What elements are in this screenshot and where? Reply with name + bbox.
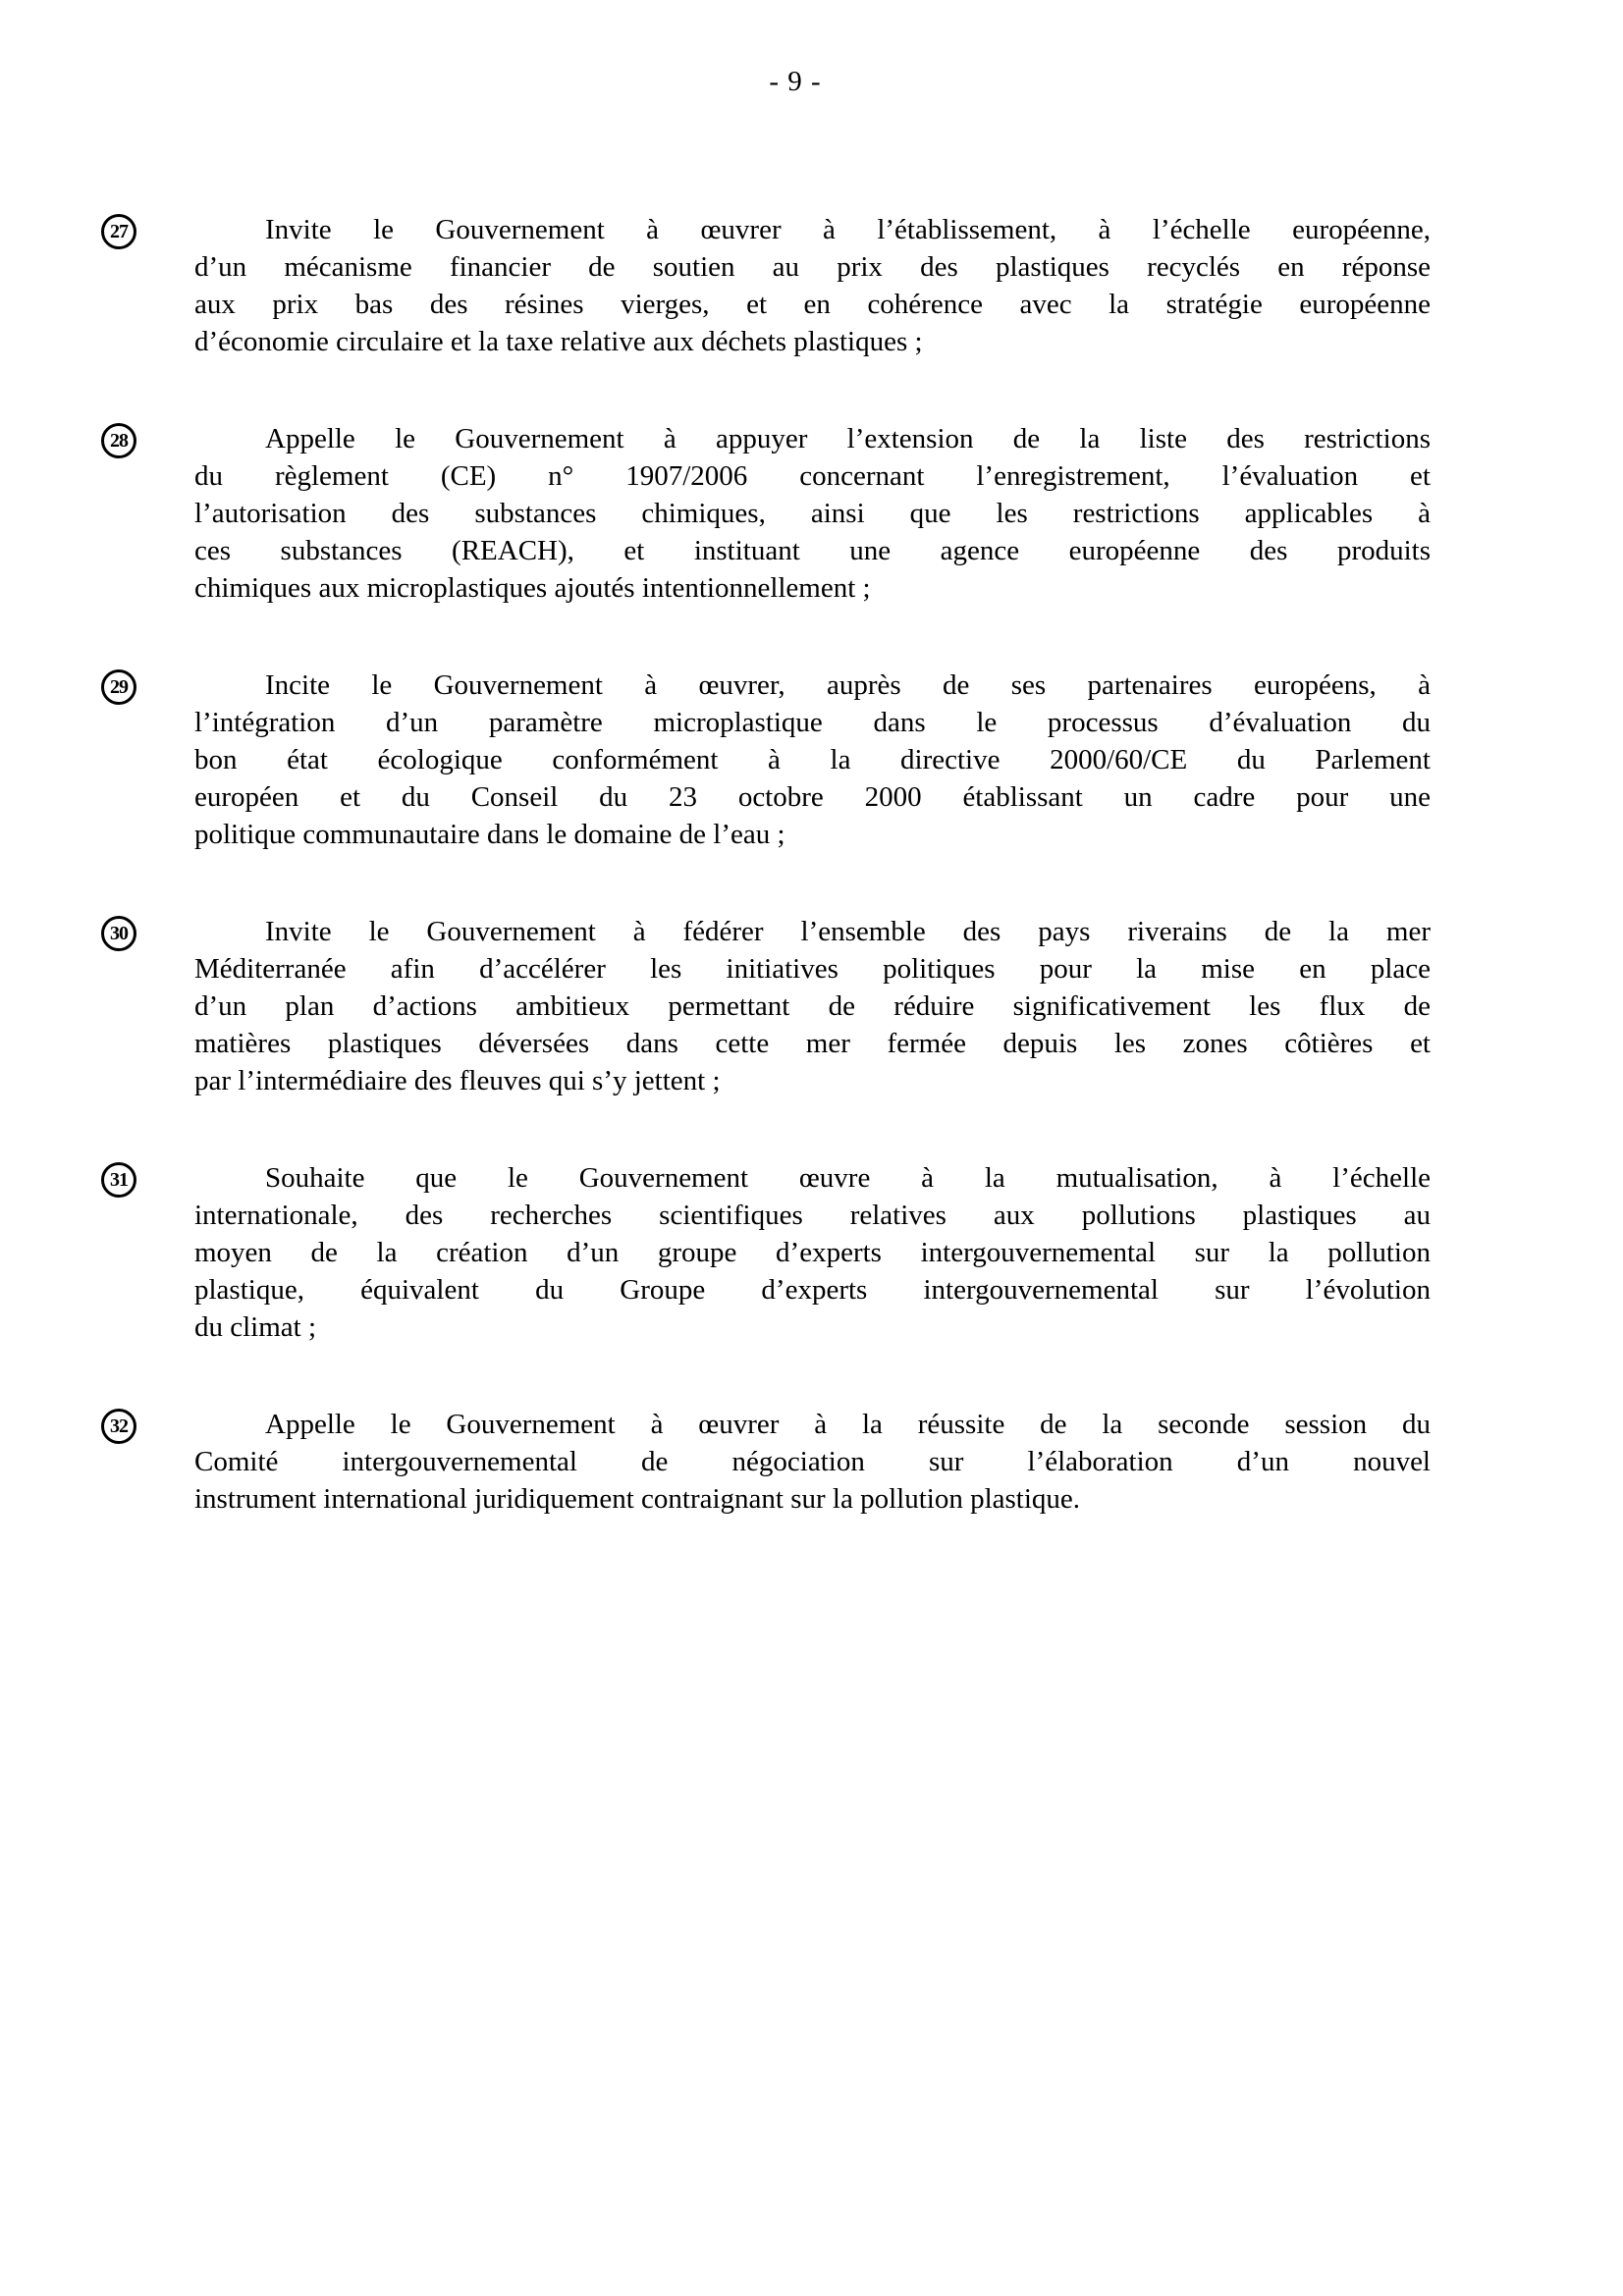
paragraph-line: d’un plan d’actions ambitieux permettant de réduire significativement les flux de [194, 990, 1431, 1022]
paragraph-30-text [194, 913, 1431, 1099]
paragraph-line: Invite le Gouvernement à fédérer l’ensemble des pays riverains de la mer [265, 916, 1431, 947]
paragraph-27-marker: 27 [101, 214, 136, 249]
paragraph-line: instrument international juridiquement contraignant sur la pollution plastique. [194, 1483, 1081, 1515]
paragraph-line: aux prix bas des résines vierges, et en cohérence avec la stratégie européenne [194, 289, 1431, 320]
paragraph-29-text [194, 667, 1431, 853]
paragraph-line: d’économie circulaire et la taxe relative aux déchets plastiques ; [194, 326, 923, 357]
paragraph-28-marker: 28 [101, 423, 136, 458]
paragraph-27 [101, 211, 1431, 360]
paragraph-line: ces substances (REACH), et instituant une agence européenne des produits [194, 535, 1431, 566]
page-number: - 9 - [769, 66, 822, 97]
paragraph-line: d’un mécanisme financier de soutien au prix des plastiques recyclés en réponse [194, 251, 1431, 283]
paragraph-line: du climat ; [194, 1311, 317, 1343]
paragraph-line: matières plastiques déversées dans cette mer fermée depuis les zones côtières et [194, 1028, 1431, 1059]
paragraph-line: Méditerranée afin d’accélérer les initiatives politiques pour la mise en place [194, 953, 1431, 985]
paragraph-30-marker: 30 [101, 916, 136, 951]
paragraph-line: Incite le Gouvernement à œuvrer, auprès de ses partenaires européens, à [265, 669, 1431, 701]
paragraph-line: du règlement (CE) n° 1907/2006 concernant l’enregistrement, l’évaluation et [194, 460, 1431, 492]
paragraph-line: Souhaite que le Gouvernement œuvre à la mutualisation, à l’échelle [265, 1162, 1431, 1194]
paragraph-29-marker: 29 [101, 669, 136, 705]
paragraph-line: plastique, équivalent du Groupe d’experts intergouvernemental sur l’évolution [194, 1274, 1431, 1306]
paragraph-line: Invite le Gouvernement à œuvrer à l’établissement, à l’échelle européenne, [265, 214, 1431, 245]
paragraph-line: politique communautaire dans le domaine de l’eau ; [194, 819, 785, 850]
paragraph-32 [101, 1406, 1431, 1518]
paragraph-32-text [194, 1406, 1431, 1518]
paragraph-28-text [194, 420, 1431, 607]
paragraph-31 [101, 1159, 1431, 1346]
paragraph-line: Appelle le Gouvernement à œuvrer à la réussite de la seconde session du [265, 1409, 1431, 1440]
paragraph-28 [101, 420, 1431, 607]
paragraph-line: moyen de la création d’un groupe d’experts intergouvernemental sur la pollution [194, 1237, 1431, 1268]
paragraph-line: par l’intermédiaire des fleuves qui s’y jettent ; [194, 1065, 721, 1096]
paragraph-line: Comité intergouvernemental de négociation sur l’élaboration d’un nouvel [194, 1446, 1431, 1477]
paragraph-31-marker: 31 [101, 1162, 136, 1198]
paragraph-27-text [194, 211, 1431, 360]
paragraph-line: chimiques aux microplastiques ajoutés intentionnellement ; [194, 572, 871, 604]
paragraph-line: Appelle le Gouvernement à appuyer l’extension de la liste des restrictions [265, 423, 1431, 454]
paragraph-29 [101, 667, 1431, 853]
paragraph-line: l’autorisation des substances chimiques, ainsi que les restrictions applicables à [194, 498, 1431, 529]
paragraph-line: internationale, des recherches scientifiques relatives aux pollutions plastiques au [194, 1200, 1431, 1231]
paragraph-30 [101, 913, 1431, 1099]
paragraph-31-text [194, 1159, 1431, 1346]
paragraph-32-marker: 32 [101, 1409, 136, 1444]
paragraph-line: l’intégration d’un paramètre microplastique dans le processus d’évaluation du [194, 707, 1431, 738]
paragraph-line: bon état écologique conformément à la directive 2000/60/CE du Parlement [194, 744, 1431, 775]
paragraph-line: européen et du Conseil du 23 octobre 2000 établissant un cadre pour une [194, 781, 1431, 813]
